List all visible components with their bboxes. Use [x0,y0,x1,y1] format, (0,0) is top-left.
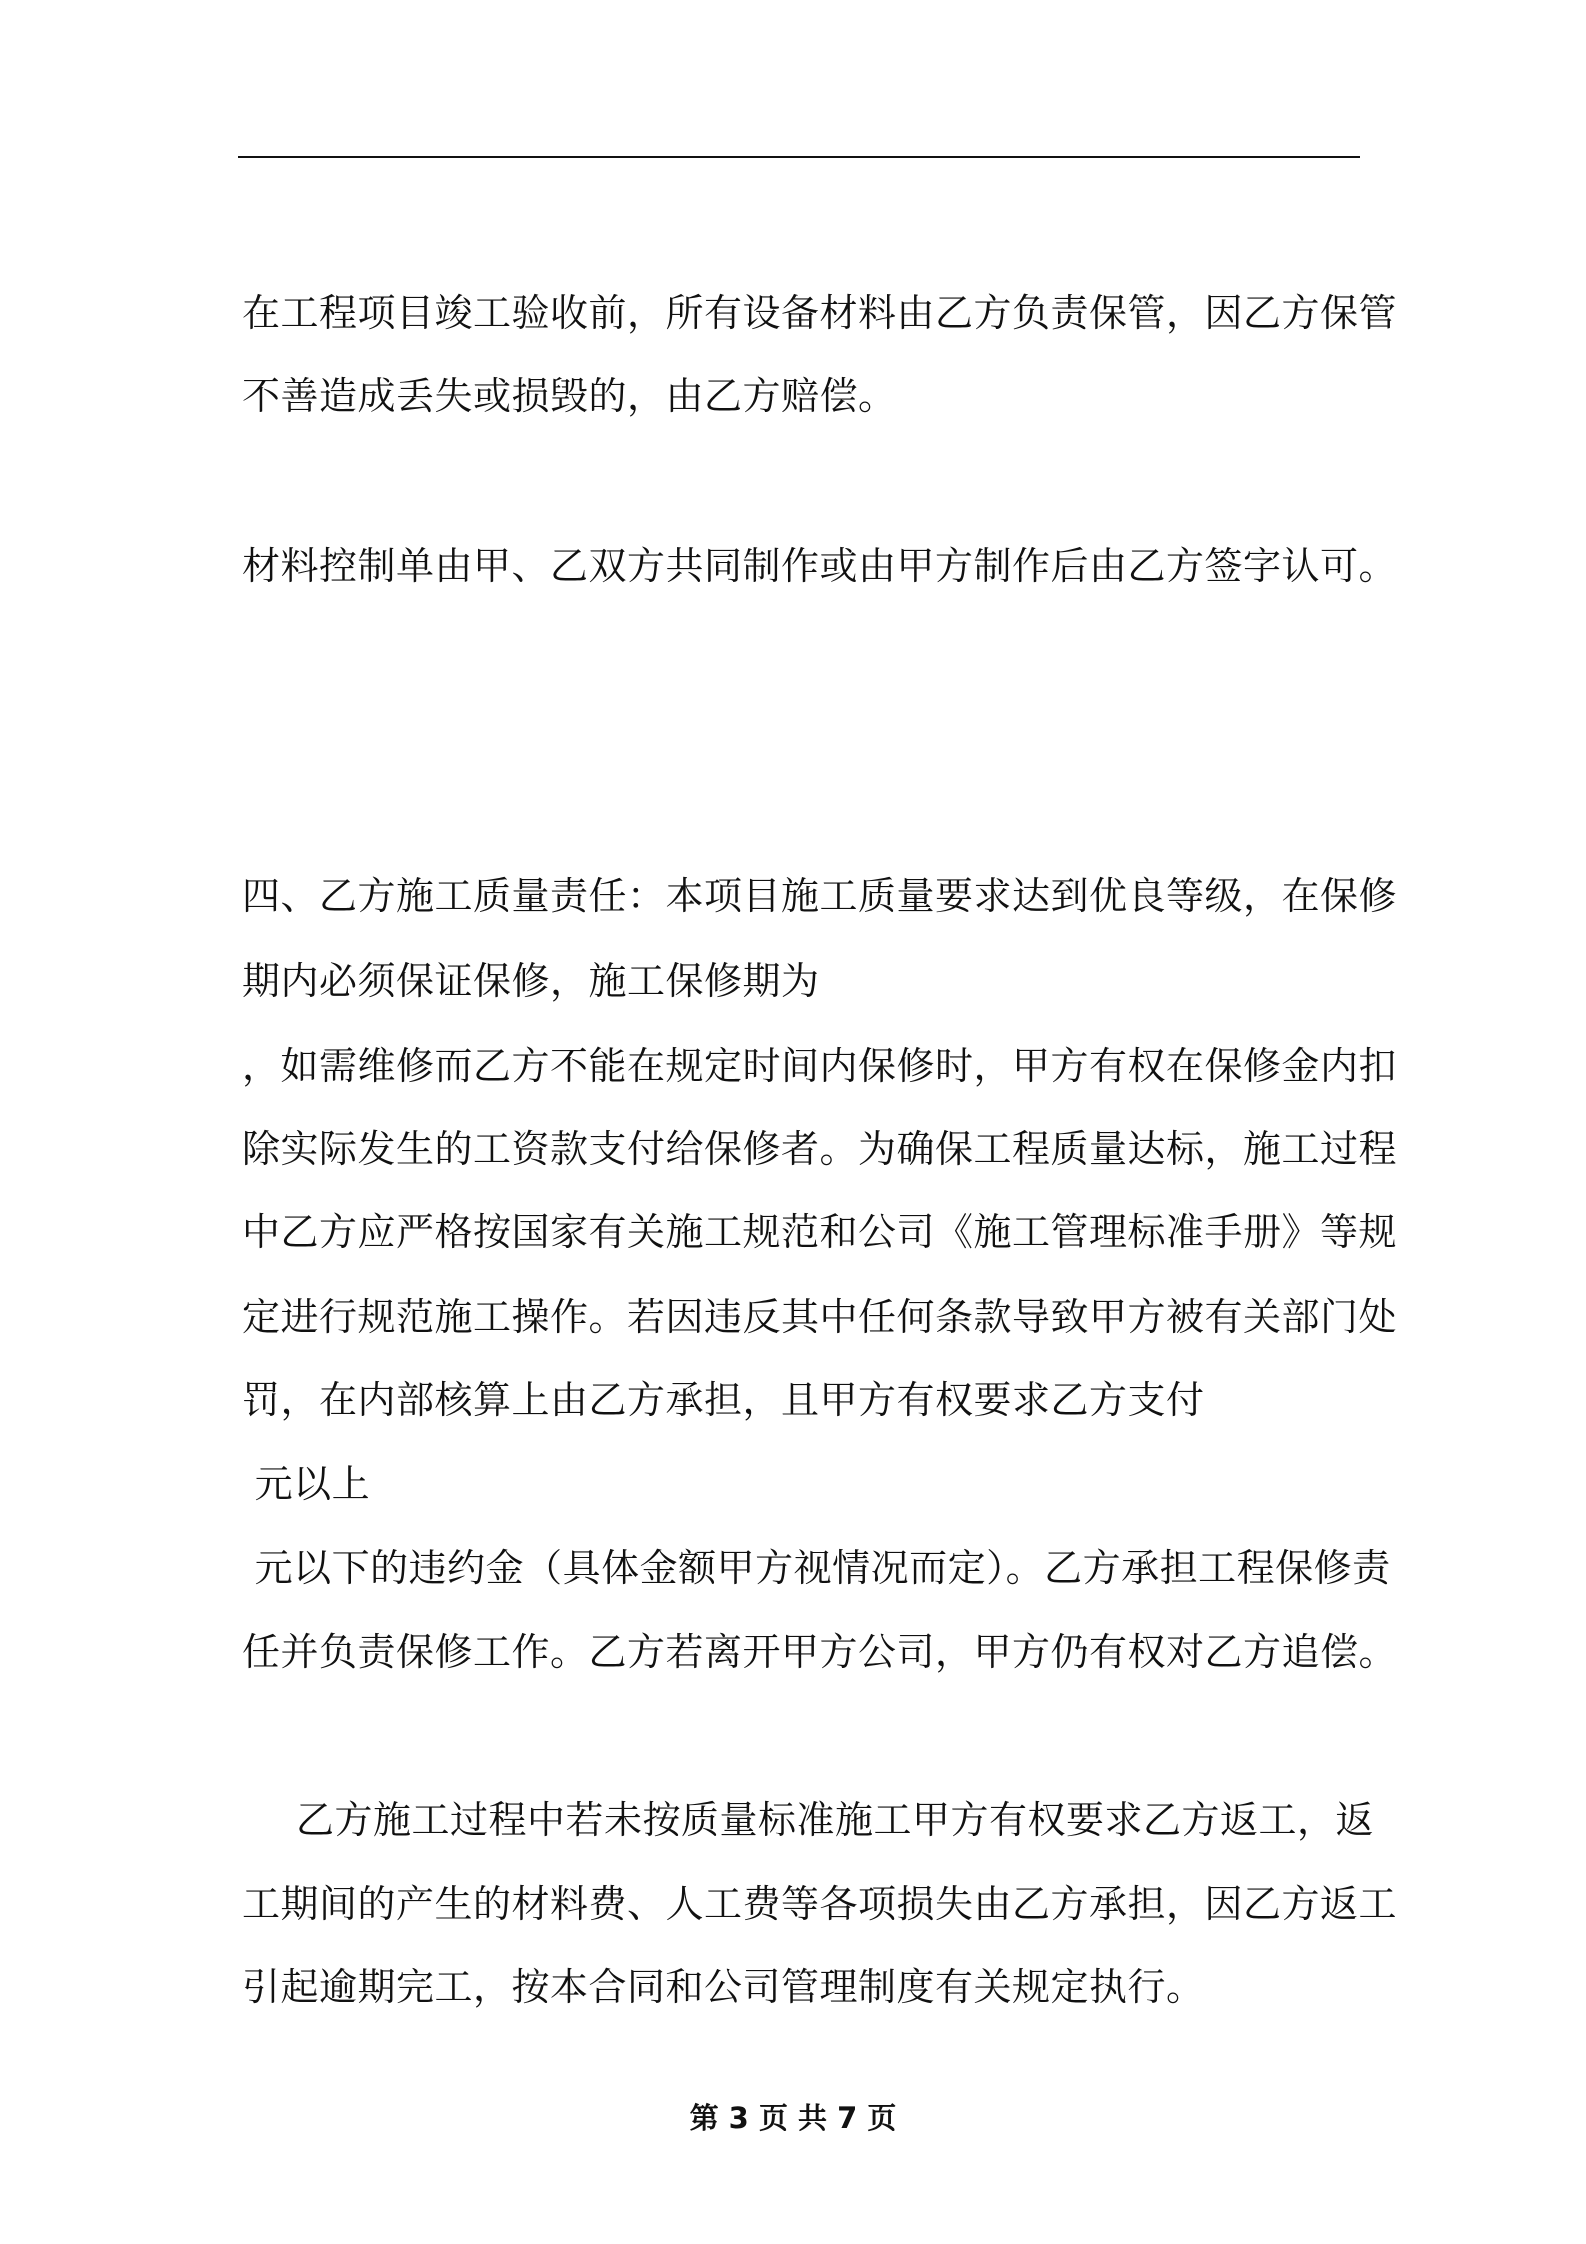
text-line: 在工程项目竣工验收前，所有设备材料由乙方负责保管，因乙方保管 [242,291,1398,335]
text-line: 四、乙方施工质量责任：本项目施工质量要求达到优良等级，在保修 [242,874,1398,918]
text-line: 工期间的产生的材料费、人工费等各项损失由乙方承担，因乙方返工 [242,1882,1398,1926]
text-line: 任并负责保修工作。乙方若离开甲方公司，甲方仍有权对乙方追偿。 [242,1630,1398,1674]
paragraph-first-line: 乙方施工过程中若未按质量标准施工甲方有权要求乙方返工，返 [296,1798,1375,1842]
text-line: ，如需维修而乙方不能在规定时间内保修时，甲方有权在保修金内扣 [242,1044,1398,1088]
text-line: 定进行规范施工操作。若因违反其中任何条款导致甲方被有关部门处 [242,1295,1398,1339]
text-line: 中乙方应严格按国家有关施工规范和公司《施工管理标准手册》等规 [242,1210,1398,1254]
page-number: 第 3 页 共 7 页 [689,2101,897,2135]
text-line: 引起逾期完工，按本合同和公司管理制度有关规定执行。 [242,1965,1205,2009]
text-line: 罚，在内部核算上由乙方承担，且甲方有权要求乙方支付 [242,1378,1205,1422]
text-line: 除实际发生的工资款支付给保修者。为确保工程质量达标，施工过程 [242,1127,1398,1171]
header-rule [238,156,1360,158]
text-line: 不善造成丢失或损毁的，由乙方赔偿。 [242,374,897,418]
text-line: 期内必须保证保修，施工保修期为 [242,959,820,1003]
text-line: 元以上 [242,1462,371,1506]
text-line: 材料控制单由甲、乙双方共同制作或由甲方制作后由乙方签字认可。 [242,544,1398,588]
text-line: 元以下的违约金（具体金额甲方视情况而定）。乙方承担工程保修责 [242,1546,1391,1590]
